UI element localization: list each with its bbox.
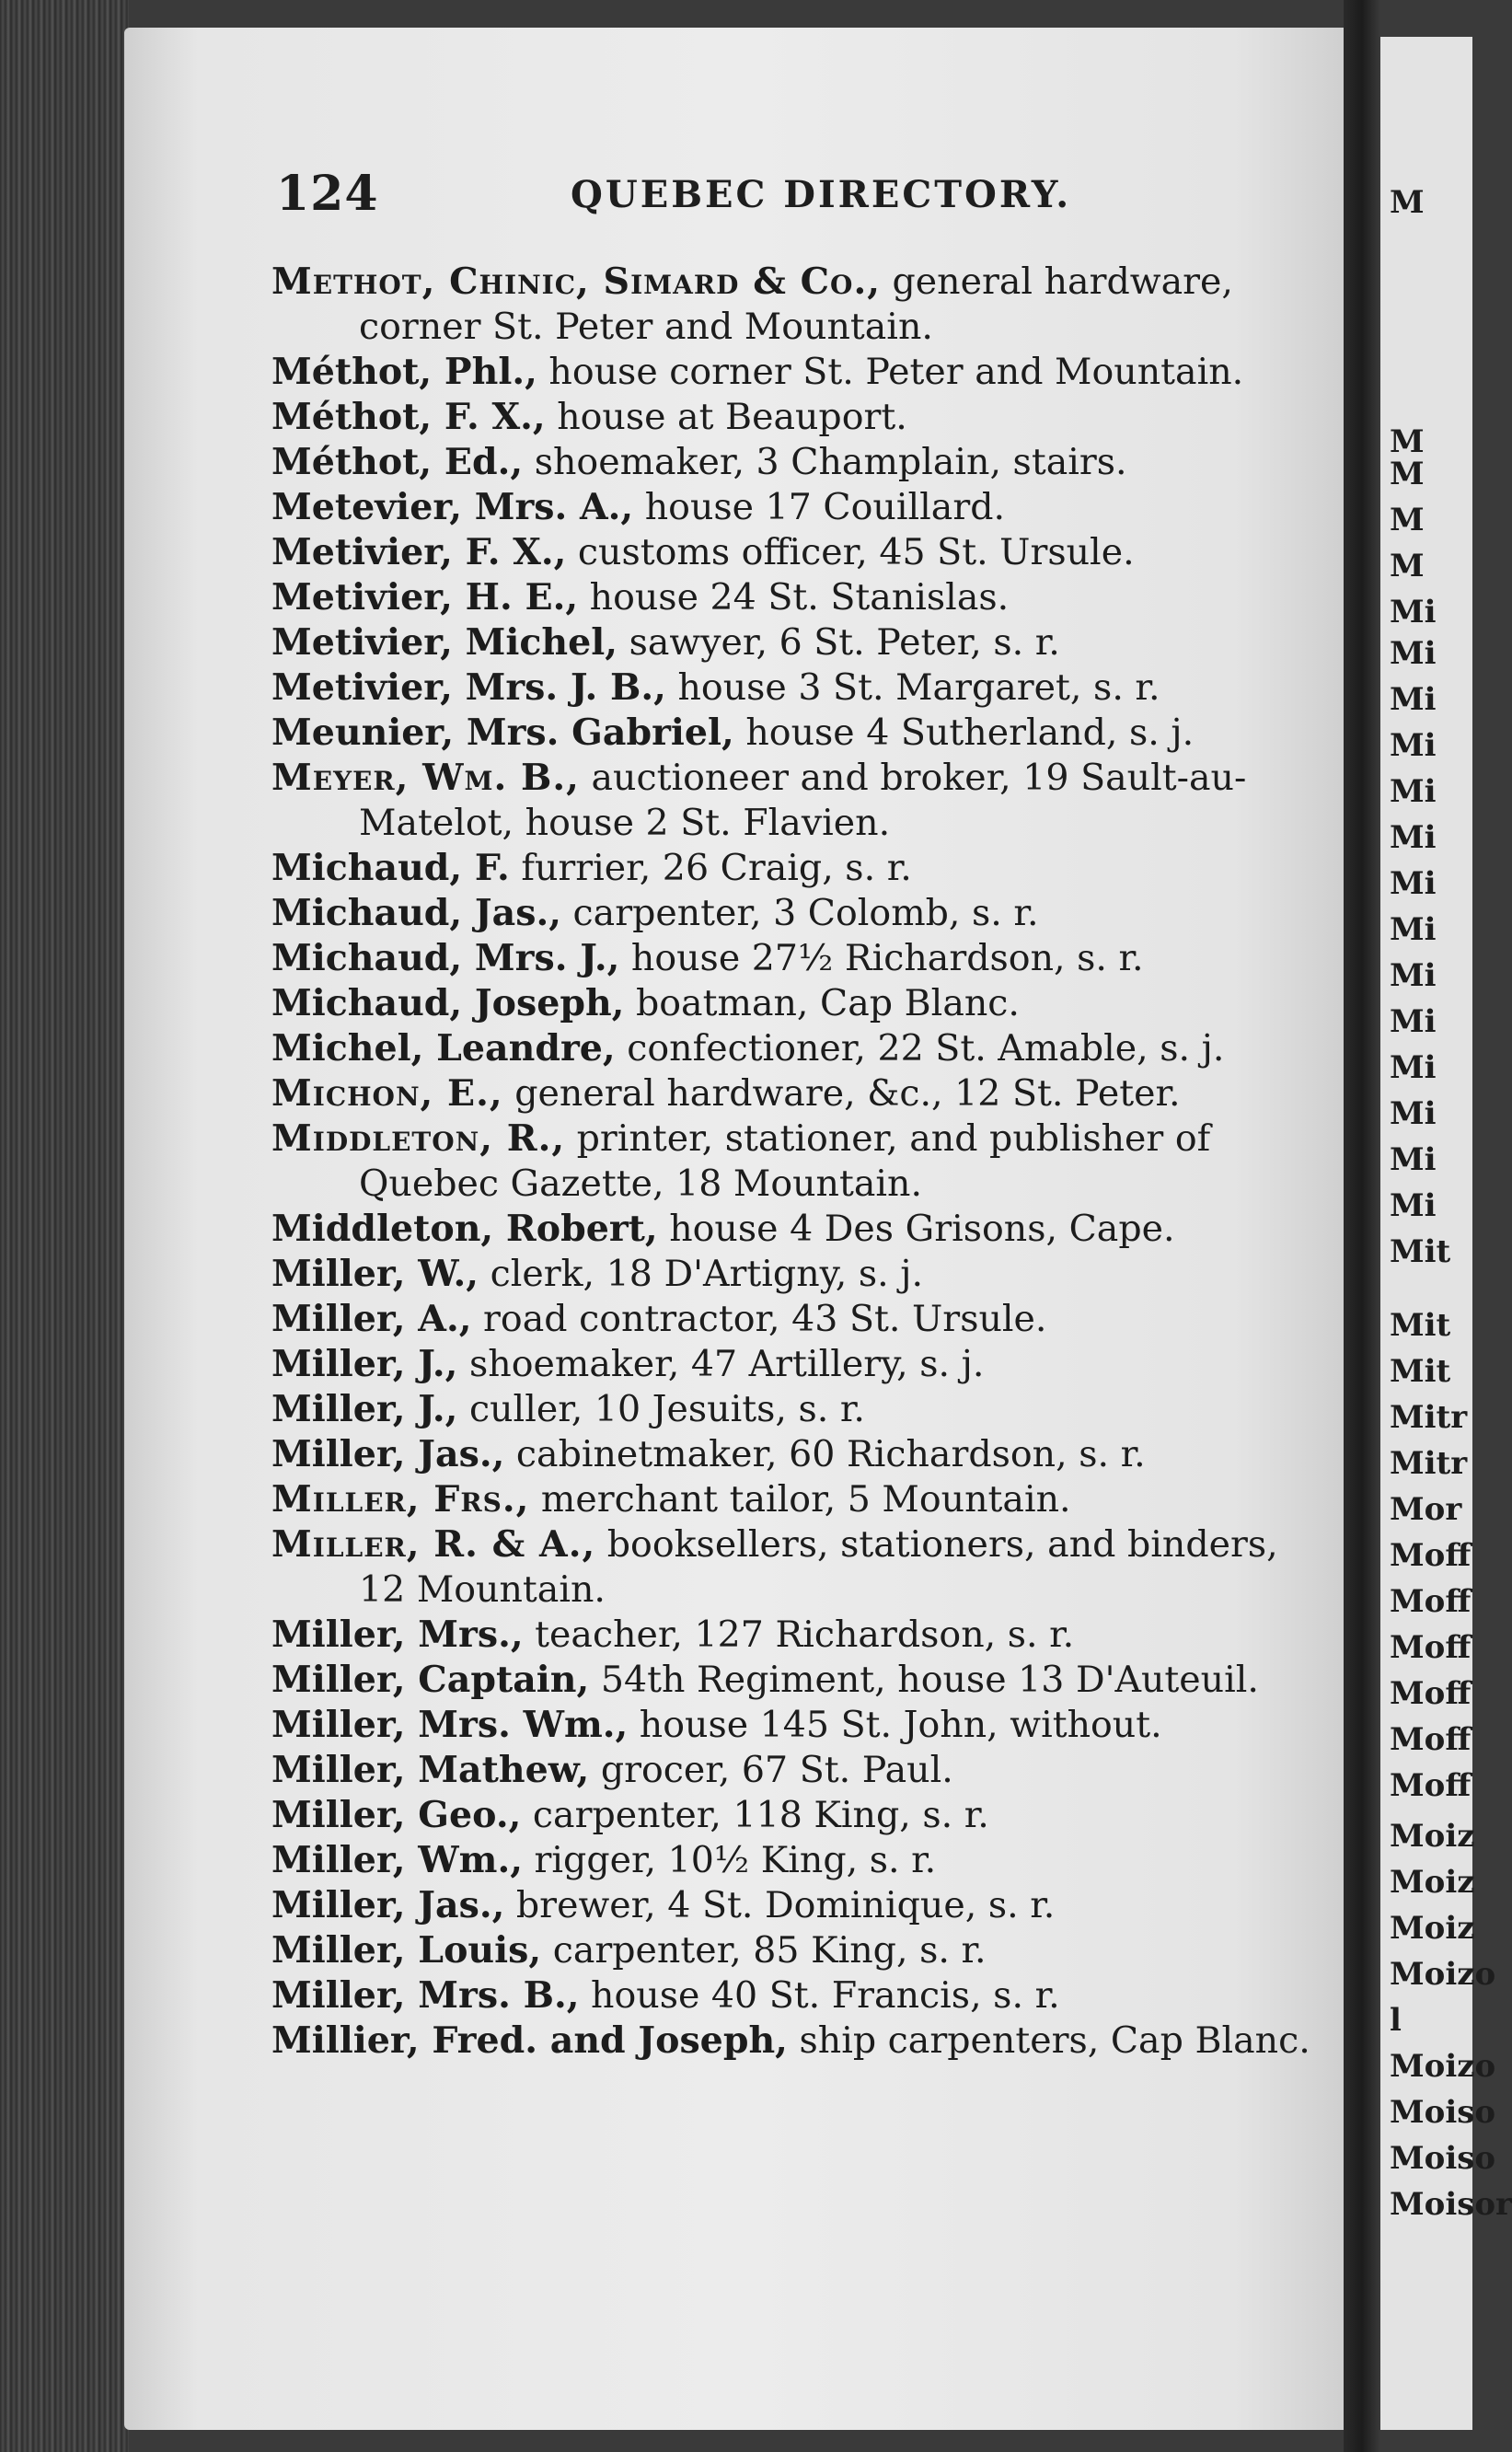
entry-details: brewer, 4 St. Dominique, s. r. bbox=[504, 1884, 1056, 1926]
directory-entry bbox=[271, 936, 1284, 981]
entry-name: Miller, Jas., bbox=[271, 1884, 505, 1926]
entry-name: Miller, W., bbox=[271, 1253, 479, 1295]
facing-page-text: Mi bbox=[1390, 773, 1437, 810]
entry-details: house 40 St. Francis, s. r. bbox=[579, 1974, 1060, 2017]
facing-page-text: Mi bbox=[1390, 1003, 1437, 1040]
entry-name: Michel, Leandre, bbox=[271, 1027, 616, 1070]
entry-name: Metivier, H. E., bbox=[271, 576, 579, 619]
facing-page-fragment bbox=[1380, 37, 1512, 2430]
entry-details: grocer, 67 St. Paul. bbox=[589, 1749, 953, 1791]
entry-details: printer, stationer, and publisher of bbox=[565, 1117, 1211, 1160]
directory-entry bbox=[271, 2018, 1310, 2064]
entry-name: Méthot, F. X., bbox=[271, 396, 546, 438]
entry-name: Miller, Geo., bbox=[271, 1794, 522, 1836]
entry-details: carpenter, 3 Colomb, s. r. bbox=[560, 892, 1039, 934]
entry-name: Miller, Mathew, bbox=[271, 1749, 590, 1791]
entry-name: Miller, Captain, bbox=[271, 1659, 590, 1701]
directory-entry bbox=[271, 1658, 1284, 1703]
facing-page-text: Moff bbox=[1390, 1583, 1472, 1620]
running-head: QUEBEC DIRECTORY. bbox=[571, 173, 1072, 216]
directory-entry bbox=[271, 440, 1284, 485]
entry-name: Michaud, Mrs. J., bbox=[271, 937, 620, 979]
directory-entry bbox=[271, 1116, 1284, 1162]
directory-entry bbox=[271, 1342, 1284, 1387]
page-header bbox=[276, 166, 1334, 230]
entry-name: Michaud, Jas., bbox=[271, 892, 561, 934]
directory-entry bbox=[271, 1477, 1284, 1522]
entry-name: Miller, Mrs. B., bbox=[271, 1974, 580, 2017]
facing-page-text: Mit bbox=[1390, 1233, 1451, 1270]
entry-name: Miller, J., bbox=[271, 1343, 458, 1385]
facing-page-text: Moff bbox=[1390, 1767, 1472, 1804]
directory-entry bbox=[271, 575, 1284, 620]
directory-entry bbox=[271, 1432, 1284, 1477]
facing-page-text: Mi bbox=[1390, 911, 1437, 948]
directory-entry bbox=[271, 1973, 1284, 2018]
entry-name: Middleton, R., bbox=[271, 1117, 566, 1160]
entry-name: Metivier, F. X., bbox=[271, 531, 567, 573]
entry-name: Miller, J., bbox=[271, 1388, 458, 1430]
entry-name: Metivier, Mrs. J. B., bbox=[271, 666, 666, 709]
entry-details: clerk, 18 D'Artigny, s. j. bbox=[479, 1253, 923, 1295]
facing-page-text: Moisor bbox=[1390, 2186, 1512, 2223]
entry-name: Miller, Mrs., bbox=[271, 1613, 524, 1656]
entry-details: house 4 Sutherland, s. j. bbox=[733, 711, 1195, 754]
entry-details: road contractor, 43 St. Ursule. bbox=[471, 1298, 1047, 1340]
entry-name: Meunier, Mrs. Gabriel, bbox=[271, 711, 734, 754]
facing-page-text: Mitr bbox=[1390, 1445, 1468, 1482]
entry-details: booksellers, stationers, and binders, bbox=[595, 1523, 1278, 1566]
entry-details: rigger, 10½ King, s. r. bbox=[522, 1839, 937, 1881]
entry-name: Methot, Chinic, Simard & Co., bbox=[271, 260, 881, 303]
facing-page-text: Moiso bbox=[1390, 2094, 1496, 2131]
entry-continuation: Quebec Gazette, 18 Mountain. bbox=[359, 1162, 923, 1205]
facing-page-text: Mi bbox=[1390, 1095, 1437, 1132]
facing-page-text: Mi bbox=[1390, 1049, 1437, 1086]
entry-name: Miller, Mrs. Wm., bbox=[271, 1704, 629, 1746]
entry-continuation: 12 Mountain. bbox=[359, 1568, 606, 1611]
facing-page-text: Mor bbox=[1390, 1491, 1462, 1528]
entry-name: Meyer, Wm. B., bbox=[271, 757, 580, 799]
facing-page-text: M bbox=[1390, 184, 1425, 221]
entry-name: Michaud, Joseph, bbox=[271, 982, 625, 1024]
facing-page-text: M bbox=[1390, 423, 1425, 460]
directory-entry bbox=[271, 1071, 1284, 1116]
entry-name: Michaud, F. bbox=[271, 847, 510, 889]
entry-name: Middleton, Robert, bbox=[271, 1208, 658, 1250]
directory-entry bbox=[271, 620, 1284, 665]
facing-page-text: Mi bbox=[1390, 727, 1437, 764]
directory-entry bbox=[271, 1297, 1284, 1342]
entry-details: shoemaker, 3 Champlain, stairs. bbox=[523, 441, 1127, 483]
directory-entry bbox=[271, 711, 1284, 756]
entry-name: Miller, R. & A., bbox=[271, 1523, 596, 1566]
facing-page-text: Mi bbox=[1390, 681, 1437, 718]
directory-entry bbox=[271, 1613, 1284, 1658]
entry-name: Méthot, Ed., bbox=[271, 441, 524, 483]
directory-entry bbox=[271, 891, 1284, 936]
entry-name: Miller, Jas., bbox=[271, 1433, 505, 1475]
entry-details: cabinetmaker, 60 Richardson, s. r. bbox=[504, 1433, 1146, 1475]
facing-page-text: Mi bbox=[1390, 594, 1437, 630]
facing-page-text: Mi bbox=[1390, 865, 1437, 902]
facing-page-text: Moff bbox=[1390, 1675, 1472, 1712]
entry-details: sawyer, 6 St. Peter, s. r. bbox=[617, 621, 1060, 664]
facing-page-text: Moff bbox=[1390, 1721, 1472, 1758]
facing-page-text: Moizo bbox=[1390, 1956, 1496, 1993]
book-page-edges bbox=[0, 0, 129, 2452]
facing-page-text: Moiz bbox=[1390, 1864, 1475, 1901]
entry-details: house 17 Couillard. bbox=[633, 486, 1006, 528]
entry-details: boatman, Cap Blanc. bbox=[624, 982, 1020, 1024]
facing-page-text: Mi bbox=[1390, 1187, 1437, 1224]
directory-entry bbox=[271, 756, 1284, 801]
entry-details: shoemaker, 47 Artillery, s. j. bbox=[457, 1343, 985, 1385]
entry-details: customs officer, 45 St. Ursule. bbox=[566, 531, 1135, 573]
directory-entry bbox=[271, 1026, 1284, 1071]
entry-details: house corner St. Peter and Mountain. bbox=[537, 351, 1244, 393]
entry-continuation: corner St. Peter and Mountain. bbox=[359, 306, 933, 348]
entry-details: house 4 Des Grisons, Cape. bbox=[657, 1208, 1175, 1250]
directory-entry bbox=[271, 1252, 1284, 1297]
book-gutter bbox=[1344, 0, 1380, 2452]
directory-entry bbox=[271, 485, 1284, 530]
directory-entry bbox=[271, 846, 1284, 891]
page-number: 124 bbox=[276, 166, 379, 222]
directory-entry bbox=[271, 1522, 1284, 1567]
facing-page-text: Moiso bbox=[1390, 2140, 1496, 2177]
facing-page-text: Mitr bbox=[1390, 1399, 1468, 1436]
directory-entry bbox=[271, 665, 1284, 711]
entry-details: furrier, 26 Craig, s. r. bbox=[509, 847, 912, 889]
entry-details: 54th Regiment, house 13 D'Auteuil. bbox=[589, 1659, 1259, 1701]
entry-details: culler, 10 Jesuits, s. r. bbox=[457, 1388, 865, 1430]
entry-continuation: Matelot, house 2 St. Flavien. bbox=[359, 802, 891, 844]
entry-details: teacher, 127 Richardson, s. r. bbox=[523, 1613, 1075, 1656]
entry-details: house 145 St. John, without. bbox=[628, 1704, 1162, 1746]
entry-name: Miller, Frs., bbox=[271, 1478, 530, 1521]
entry-details: house 24 St. Stanislas. bbox=[578, 576, 1010, 619]
facing-page-text: Moff bbox=[1390, 1629, 1472, 1666]
directory-entry bbox=[271, 395, 1284, 440]
directory-entry bbox=[271, 1703, 1284, 1748]
facing-page-text: M bbox=[1390, 456, 1425, 492]
facing-page-text: l bbox=[1390, 2002, 1402, 2039]
entry-name: Miller, Wm., bbox=[271, 1839, 523, 1881]
entry-name: Metivier, Michel, bbox=[271, 621, 618, 664]
entry-details: general hardware, bbox=[880, 260, 1233, 303]
directory-entry bbox=[271, 260, 1284, 305]
facing-page-text: Moiz bbox=[1390, 1818, 1475, 1855]
entry-details: ship carpenters, Cap Blanc. bbox=[787, 2019, 1310, 2062]
entry-name: Miller, A., bbox=[271, 1298, 472, 1340]
entry-name: Méthot, Phl., bbox=[271, 351, 537, 393]
entry-name: Miller, Louis, bbox=[271, 1929, 542, 1972]
facing-page-text: Mi bbox=[1390, 1141, 1437, 1178]
facing-page-text: Mit bbox=[1390, 1307, 1451, 1344]
facing-page-text: Moiz bbox=[1390, 1910, 1475, 1947]
facing-page-text: Mi bbox=[1390, 819, 1437, 856]
directory-entry bbox=[271, 1883, 1284, 1928]
entry-details: general hardware, &c., 12 St. Peter. bbox=[502, 1072, 1181, 1115]
entry-details: confectioner, 22 St. Amable, s. j. bbox=[615, 1027, 1225, 1070]
entry-details: carpenter, 85 King, s. r. bbox=[541, 1929, 987, 1972]
entry-details: carpenter, 118 King, s. r. bbox=[521, 1794, 989, 1836]
entry-details: auctioneer and broker, 19 Sault-au- bbox=[579, 757, 1247, 799]
facing-page-text: Mi bbox=[1390, 635, 1437, 672]
entry-name: Michon, E., bbox=[271, 1072, 503, 1115]
directory-entry bbox=[271, 1748, 1284, 1793]
facing-page-text: Mit bbox=[1390, 1353, 1451, 1390]
directory-entries bbox=[271, 260, 1310, 2064]
directory-entry bbox=[271, 1387, 1284, 1432]
directory-entry bbox=[271, 530, 1284, 575]
entry-name: Millier, Fred. and Joseph, bbox=[271, 2019, 788, 2062]
directory-entry bbox=[271, 981, 1284, 1026]
entry-details: house 3 St. Margaret, s. r. bbox=[665, 666, 1160, 709]
entry-name: Metevier, Mrs. A., bbox=[271, 486, 634, 528]
facing-page-text: M bbox=[1390, 502, 1425, 538]
facing-page-text: Moizo bbox=[1390, 2048, 1496, 2085]
directory-entry bbox=[271, 350, 1284, 395]
facing-page-text: Mi bbox=[1390, 957, 1437, 994]
facing-page-text: Moff bbox=[1390, 1537, 1472, 1574]
facing-page-text: M bbox=[1390, 548, 1425, 584]
directory-entry bbox=[271, 1793, 1284, 1838]
directory-entry bbox=[271, 1207, 1284, 1252]
directory-entry bbox=[271, 1928, 1284, 1973]
entry-details: merchant tailor, 5 Mountain. bbox=[529, 1478, 1071, 1521]
entry-details: house at Beauport. bbox=[545, 396, 907, 438]
entry-details: house 27½ Richardson, s. r. bbox=[619, 937, 1144, 979]
directory-entry bbox=[271, 1838, 1284, 1883]
